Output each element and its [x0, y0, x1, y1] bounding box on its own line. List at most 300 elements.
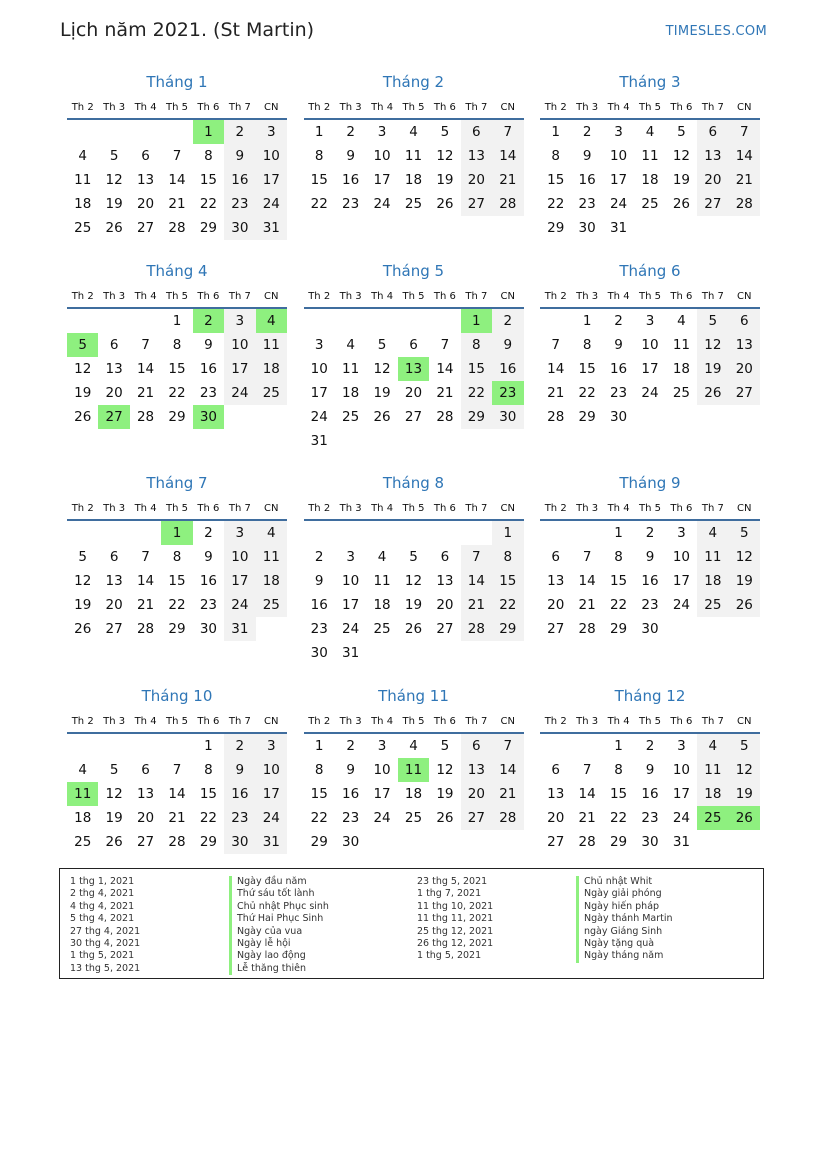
day-cell: 25 — [404, 810, 423, 826]
day-cell: 14 — [436, 361, 454, 377]
month-title: Tháng 6 — [619, 262, 681, 280]
day-cell: 9 — [346, 148, 355, 164]
weekday-label: Th 3 — [576, 102, 599, 113]
day-cell: 10 — [641, 337, 659, 353]
day-cell: 20 — [547, 597, 565, 613]
holiday-legend — [59, 868, 764, 979]
weekday-label: Th 7 — [465, 291, 488, 302]
day-cell: 5 — [697, 309, 728, 333]
day-cell: 4 — [697, 521, 728, 545]
day-cell: 12 — [697, 333, 728, 357]
day-cell: 20 — [729, 357, 760, 381]
day-cell: 5 — [440, 738, 450, 754]
weekday-header — [67, 287, 287, 309]
day-cell: 29 — [199, 220, 218, 236]
day-cell: 17 — [224, 569, 255, 593]
day-cell: 20 — [461, 782, 492, 806]
day-cell: 7 — [141, 337, 150, 353]
day-cell: 7 — [582, 762, 592, 778]
day-cell: 23 — [641, 810, 659, 826]
weekday-label: Th 2 — [71, 503, 94, 514]
day-cell: 9 — [204, 337, 213, 353]
day-cell: 2 — [224, 734, 255, 758]
weekday-label: Th 2 — [308, 503, 331, 514]
day-cell: 18 — [404, 172, 423, 188]
day-cell: 27 — [404, 409, 423, 425]
day-cell: 29 — [310, 834, 328, 850]
day-cell: 22 — [609, 810, 628, 826]
weekday-header — [67, 712, 287, 734]
day-cell: 13 — [547, 573, 565, 589]
weekday-label: Th 4 — [134, 291, 157, 302]
day-cell: 18 — [697, 569, 728, 593]
day-cell: 13 — [729, 333, 760, 357]
day-cell: 29 — [609, 834, 628, 850]
day-cell: 15 — [310, 786, 328, 802]
weekday-label: Th 2 — [308, 291, 331, 302]
day-cell: 22 — [310, 196, 328, 212]
weekday-header — [67, 499, 287, 521]
weekday-label: Th 3 — [103, 291, 126, 302]
day-cell: 23 — [310, 621, 328, 637]
month-block — [67, 686, 287, 854]
day-cell: 20 — [461, 168, 492, 192]
day-cell: 28 — [492, 192, 523, 216]
legend-date: 2 thg 4, 2021 — [70, 888, 135, 900]
empty-cell — [67, 521, 98, 545]
day-cell: 25 — [256, 381, 287, 405]
day-cell: 11 — [404, 148, 423, 164]
day-cell: 12 — [404, 573, 423, 589]
legend-holiday-name: Ngày đầu năm — [229, 876, 329, 888]
month-block — [304, 686, 524, 854]
day-cell: 18 — [74, 810, 92, 826]
month-days — [540, 521, 760, 641]
day-cell: 3 — [677, 525, 686, 541]
day-cell: 26 — [404, 621, 423, 637]
holiday-day-cell: 5 — [67, 333, 98, 357]
day-cell: 16 — [342, 786, 360, 802]
day-cell: 20 — [436, 597, 454, 613]
legend-date: 11 thg 11, 2021 — [417, 913, 494, 925]
empty-cell — [540, 309, 571, 333]
day-cell: 29 — [547, 220, 565, 236]
day-cell: 28 — [547, 409, 565, 425]
day-cell: 8 — [314, 762, 324, 778]
day-cell: 21 — [461, 593, 492, 617]
empty-cell — [571, 734, 602, 758]
day-cell: 17 — [373, 786, 391, 802]
day-cell: 13 — [105, 573, 123, 589]
weekday-label: Th 4 — [607, 503, 630, 514]
day-cell: 3 — [256, 120, 287, 144]
weekday-label: Th 2 — [544, 716, 567, 727]
empty-cell — [571, 521, 602, 545]
weekday-label: Th 7 — [465, 102, 488, 113]
day-cell: 7 — [551, 337, 560, 353]
day-cell: 8 — [614, 549, 623, 565]
weekday-header — [304, 499, 524, 521]
day-cell: 1 — [172, 313, 182, 329]
day-cell: 9 — [582, 148, 592, 164]
weekday-label: Th 7 — [701, 291, 724, 302]
day-cell: 22 — [492, 593, 523, 617]
day-cell: 25 — [256, 593, 287, 617]
day-cell: 23 — [199, 385, 218, 401]
day-cell: 24 — [310, 409, 328, 425]
day-cell: 26 — [697, 381, 728, 405]
day-cell: 31 — [672, 834, 691, 850]
day-cell: 4 — [346, 337, 355, 353]
legend-holiday-name: Ngày của vua — [229, 926, 329, 938]
empty-cell — [540, 521, 571, 545]
weekday-label: Th 6 — [197, 291, 220, 302]
day-cell: 19 — [729, 782, 760, 806]
day-cell: 17 — [224, 357, 255, 381]
day-cell: 6 — [729, 309, 760, 333]
day-cell: 9 — [614, 337, 623, 353]
legend-date: 13 thg 5, 2021 — [70, 962, 141, 974]
day-cell: 28 — [168, 834, 186, 850]
month-days — [304, 734, 524, 854]
day-cell: 19 — [373, 385, 391, 401]
day-cell: 14 — [136, 573, 155, 589]
day-cell: 26 — [672, 196, 691, 212]
day-cell: 12 — [105, 786, 123, 802]
empty-cell — [304, 309, 335, 333]
day-cell: 8 — [582, 337, 592, 353]
legend-date: 1 thg 1, 2021 — [70, 876, 135, 887]
day-cell: 31 — [224, 617, 255, 641]
day-cell: 21 — [492, 782, 523, 806]
legend-date: 1 thg 7, 2021 — [417, 888, 482, 900]
day-cell: 10 — [342, 573, 360, 589]
day-cell: 29 — [578, 409, 596, 425]
weekday-label: Th 5 — [402, 291, 425, 302]
day-cell: 27 — [136, 220, 155, 236]
weekday-label: CN — [264, 291, 279, 302]
month-block — [67, 72, 287, 240]
day-cell: 19 — [729, 569, 760, 593]
day-cell: 1 — [551, 124, 560, 140]
day-cell: 28 — [136, 409, 155, 425]
day-cell: 9 — [314, 573, 324, 589]
day-cell: 15 — [609, 573, 628, 589]
day-cell: 18 — [256, 569, 287, 593]
day-cell: 24 — [373, 196, 391, 212]
weekday-label: Th 5 — [638, 503, 661, 514]
weekday-label: CN — [500, 102, 516, 113]
day-cell: 9 — [645, 762, 655, 778]
day-cell: 22 — [578, 385, 596, 401]
month-days — [67, 734, 287, 854]
month-block — [67, 261, 287, 453]
month-title: Tháng 10 — [141, 687, 213, 705]
holiday-day-cell: 2 — [193, 309, 224, 333]
holiday-day-cell: 30 — [193, 405, 224, 429]
weekday-label: Th 4 — [134, 716, 157, 727]
day-cell: 15 — [199, 172, 218, 188]
weekday-label: Th 6 — [670, 503, 693, 514]
weekday-label: CN — [500, 291, 516, 302]
day-cell: 8 — [204, 762, 213, 778]
day-cell: 24 — [672, 597, 691, 613]
weekday-label: Th 6 — [433, 102, 456, 113]
day-cell: 30 — [199, 621, 218, 637]
legend-holiday-name: Ngày hiến pháp — [576, 901, 673, 913]
weekday-label: Th 3 — [339, 291, 362, 302]
month-title: Tháng 12 — [614, 687, 686, 705]
day-cell: 6 — [551, 549, 560, 565]
day-cell: 8 — [314, 148, 324, 164]
day-cell: 2 — [204, 525, 213, 541]
weekday-label: CN — [264, 102, 279, 113]
day-cell: 6 — [141, 148, 150, 164]
day-cell: 12 — [74, 361, 92, 377]
empty-cell — [67, 734, 98, 758]
month-title: Tháng 9 — [619, 474, 681, 492]
day-cell: 2 — [614, 313, 623, 329]
holiday-day-cell: 23 — [492, 381, 523, 405]
day-cell: 13 — [136, 786, 155, 802]
day-cell: 16 — [224, 168, 255, 192]
day-cell: 1 — [314, 124, 324, 140]
day-cell: 15 — [578, 361, 596, 377]
day-cell: 1 — [582, 313, 592, 329]
day-cell: 14 — [168, 786, 186, 802]
weekday-label: Th 4 — [134, 102, 157, 113]
day-cell: 22 — [199, 810, 218, 826]
weekday-label: Th 5 — [638, 716, 661, 727]
day-cell: 5 — [409, 549, 418, 565]
day-cell: 6 — [141, 762, 150, 778]
day-cell: 29 — [609, 621, 628, 637]
day-cell: 3 — [377, 738, 387, 754]
day-cell: 4 — [256, 521, 287, 545]
day-cell: 28 — [578, 621, 596, 637]
day-cell: 6 — [461, 120, 492, 144]
day-cell: 4 — [677, 313, 686, 329]
month-block — [304, 261, 524, 453]
day-cell: 13 — [136, 172, 155, 188]
day-cell: 18 — [697, 782, 728, 806]
month-title: Tháng 1 — [146, 73, 208, 91]
legend-holiday-name: Chủ nhật Whit — [576, 876, 673, 888]
day-cell: 26 — [105, 220, 123, 236]
weekday-label: Th 3 — [339, 102, 362, 113]
day-cell: 12 — [436, 148, 454, 164]
day-cell: 21 — [136, 385, 155, 401]
day-cell: 22 — [168, 597, 186, 613]
day-cell: 21 — [168, 810, 186, 826]
weekday-header — [540, 499, 760, 521]
day-cell: 19 — [404, 597, 423, 613]
day-cell: 22 — [310, 810, 328, 826]
weekday-label: Th 5 — [165, 291, 188, 302]
weekday-label: Th 7 — [228, 102, 251, 113]
day-cell: 16 — [641, 786, 659, 802]
day-cell: 4 — [78, 762, 87, 778]
day-cell: 22 — [547, 196, 565, 212]
weekday-header — [304, 712, 524, 734]
day-cell: 18 — [404, 786, 423, 802]
day-cell: 2 — [645, 525, 655, 541]
empty-cell — [98, 734, 129, 758]
weekday-label: Th 7 — [701, 716, 724, 727]
legend-holiday-name: Chủ nhật Phục sinh — [229, 901, 329, 913]
day-cell: 23 — [224, 192, 255, 216]
weekday-label: Th 6 — [197, 102, 220, 113]
weekday-label: Th 3 — [339, 503, 362, 514]
day-cell: 23 — [199, 597, 218, 613]
day-cell: 17 — [342, 597, 360, 613]
day-cell: 8 — [461, 333, 492, 357]
day-cell: 10 — [256, 144, 287, 168]
day-cell: 29 — [199, 834, 218, 850]
day-cell: 3 — [224, 521, 255, 545]
day-cell: 26 — [436, 810, 454, 826]
holiday-day-cell: 11 — [67, 782, 98, 806]
day-cell: 17 — [310, 385, 328, 401]
month-days — [67, 120, 287, 240]
weekday-label: Th 5 — [165, 716, 188, 727]
day-cell: 10 — [310, 361, 328, 377]
weekday-label: Th 5 — [165, 102, 188, 113]
day-cell: 9 — [645, 549, 655, 565]
empty-cell — [161, 734, 192, 758]
day-cell: 28 — [461, 617, 492, 641]
day-cell: 10 — [224, 545, 255, 569]
day-cell: 27 — [105, 621, 123, 637]
day-cell: 21 — [492, 168, 523, 192]
weekday-header — [540, 712, 760, 734]
month-title: Tháng 11 — [378, 687, 449, 705]
day-cell: 11 — [373, 573, 391, 589]
day-cell: 1 — [314, 738, 324, 754]
day-cell: 27 — [461, 192, 492, 216]
weekday-label: CN — [264, 716, 279, 727]
day-cell: 12 — [436, 762, 454, 778]
day-cell: 23 — [609, 385, 628, 401]
empty-cell — [429, 521, 460, 545]
day-cell: 19 — [105, 810, 123, 826]
day-cell: 11 — [256, 545, 287, 569]
day-cell: 6 — [409, 337, 418, 353]
day-cell: 9 — [492, 333, 523, 357]
weekday-label: Th 5 — [165, 503, 188, 514]
weekday-label: Th 3 — [576, 291, 599, 302]
month-block — [540, 72, 760, 240]
day-cell: 15 — [461, 357, 492, 381]
day-cell: 25 — [342, 409, 360, 425]
day-cell: 5 — [677, 124, 686, 140]
site-link[interactable]: TIMESLES.COM — [665, 24, 767, 39]
month-days — [304, 120, 524, 216]
day-cell: 20 — [136, 196, 155, 212]
day-cell: 4 — [78, 148, 87, 164]
day-cell: 30 — [310, 645, 328, 661]
day-cell: 13 — [105, 361, 123, 377]
day-cell: 19 — [74, 385, 92, 401]
month-block — [540, 473, 760, 665]
day-cell: 29 — [461, 405, 492, 429]
day-cell: 6 — [461, 734, 492, 758]
month-days — [304, 309, 524, 453]
day-cell: 7 — [729, 120, 760, 144]
day-cell: 14 — [547, 361, 565, 377]
month-days — [540, 120, 760, 240]
day-cell: 9 — [346, 762, 355, 778]
day-cell: 10 — [373, 762, 391, 778]
day-cell: 30 — [342, 834, 360, 850]
day-cell: 4 — [409, 738, 418, 754]
weekday-label: Th 4 — [371, 102, 394, 113]
weekday-label: Th 2 — [71, 291, 94, 302]
empty-cell — [98, 309, 129, 333]
empty-cell — [304, 521, 335, 545]
weekday-label: Th 4 — [134, 503, 157, 514]
day-cell: 21 — [168, 196, 186, 212]
day-cell: 27 — [729, 381, 760, 405]
day-cell: 5 — [377, 337, 387, 353]
day-cell: 18 — [641, 172, 659, 188]
day-cell: 6 — [109, 337, 119, 353]
empty-cell — [540, 734, 571, 758]
day-cell: 11 — [672, 337, 691, 353]
day-cell: 18 — [256, 357, 287, 381]
month-title: Tháng 4 — [146, 262, 208, 280]
month-title: Tháng 7 — [146, 474, 208, 492]
weekday-label: Th 4 — [607, 291, 630, 302]
calendar-row — [67, 686, 760, 854]
day-cell: 20 — [697, 168, 728, 192]
day-cell: 13 — [436, 573, 454, 589]
day-cell: 6 — [697, 120, 728, 144]
month-days — [67, 521, 287, 641]
empty-cell — [398, 309, 429, 333]
legend-holiday-name: Thứ sáu tốt lành — [229, 888, 329, 900]
day-cell: 5 — [78, 549, 87, 565]
day-cell: 14 — [492, 144, 523, 168]
day-cell: 17 — [672, 786, 691, 802]
day-cell: 7 — [492, 120, 523, 144]
day-cell: 12 — [729, 545, 760, 569]
month-title: Tháng 2 — [382, 73, 445, 91]
day-cell: 27 — [461, 806, 492, 830]
legend-holiday-name: Thứ Hai Phục Sinh — [229, 913, 329, 925]
day-cell: 17 — [256, 168, 287, 192]
day-cell: 30 — [609, 409, 628, 425]
day-cell: 11 — [342, 361, 360, 377]
day-cell: 12 — [729, 758, 760, 782]
weekday-label: CN — [500, 716, 516, 727]
empty-cell — [98, 120, 129, 144]
day-cell: 13 — [461, 758, 492, 782]
day-cell: 11 — [697, 758, 728, 782]
weekday-label: Th 4 — [371, 291, 394, 302]
day-cell: 26 — [74, 621, 92, 637]
day-cell: 25 — [641, 196, 659, 212]
month-block — [540, 686, 760, 854]
legend-holiday-name: Ngày tặng quà — [576, 938, 673, 950]
day-cell: 3 — [346, 549, 355, 565]
day-cell: 2 — [346, 738, 355, 754]
day-cell: 15 — [310, 172, 328, 188]
weekday-label: CN — [500, 503, 516, 514]
day-cell: 25 — [74, 220, 92, 236]
day-cell: 4 — [377, 549, 387, 565]
day-cell: 10 — [224, 333, 255, 357]
